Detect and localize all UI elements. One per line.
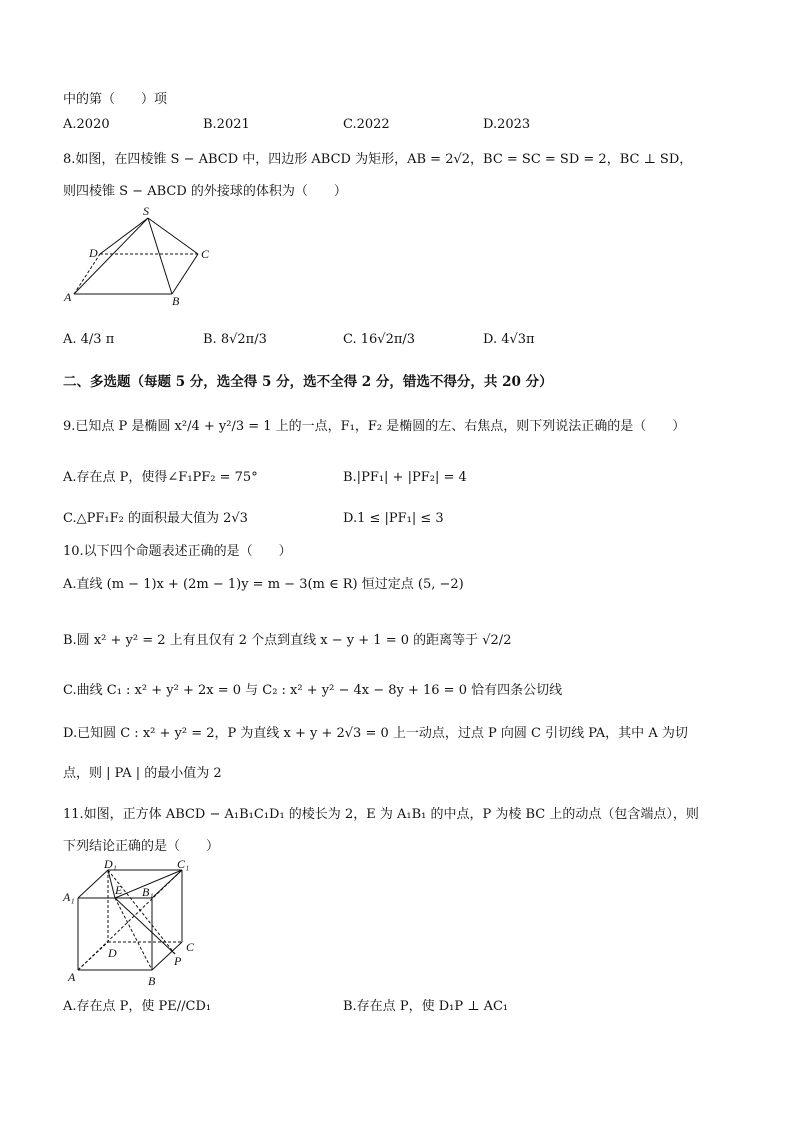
label-D: D: [108, 946, 117, 960]
q9-option-c: C.△PF₁F₂ 的面积最大值为 2√3: [63, 511, 248, 526]
label-A: A: [64, 290, 72, 304]
label-B: B: [148, 974, 156, 988]
q8-pyramid-figure: [62, 206, 222, 306]
q8-option-a: A. 4/3 π: [63, 332, 115, 347]
q10-option-c: C.曲线 C₁ : x² + y² + 2x = 0 与 C₂ : x² + y² − 4x − 8y + 16 = 0 恰有四条公切线: [63, 683, 563, 698]
label-C1: C₁: [177, 857, 190, 871]
q8-stem-line1: 8.如图，在四棱锥 S − ABCD 中，四边形 ABCD 为矩形，AB = 2√2，BC = SC = SD = 2，BC ⊥ SD，: [63, 152, 693, 167]
q10-option-b: B.圆 x² + y² = 2 上有且仅有 2 个点到直线 x − y + 1 = 0 的距离等于 √2/2: [63, 633, 512, 648]
section-2-title: 二、多选题（每题 5 分，选全得 5 分，选不全得 2 分，错选不得分，共 20 分）: [63, 374, 553, 390]
label-A1: A₁: [63, 890, 75, 904]
q7-option-c: C.2022: [343, 117, 390, 132]
q9-option-b: B.|PF₁| + |PF₂| = 4: [343, 470, 467, 485]
q8-option-c: C. 16√2π/3: [343, 332, 416, 347]
label-P: P: [174, 954, 182, 968]
label-D: D: [89, 246, 98, 260]
q8-option-d: D. 4√3π: [483, 332, 535, 347]
label-B1: B₁: [142, 885, 154, 899]
q10-option-d-line1: D.已知圆 C : x² + y² = 2，P 为直线 x + y + 2√3 = 0 上一动点，过点 P 向圆 C 引切线 PA，其中 A 为切: [63, 726, 688, 741]
label-D1: D₁: [104, 857, 117, 871]
label-A: A: [68, 970, 76, 984]
label-S: S: [143, 204, 149, 218]
q11-cube-figure: [62, 858, 202, 988]
q11-option-a: A.存在点 P，使 PE//CD₁: [63, 999, 212, 1014]
label-C: C: [201, 247, 210, 261]
q9-option-d: D.1 ≤ |PF₁| ≤ 3: [343, 511, 444, 526]
q10-option-d-line2: 点，则 | PA | 的最小值为 2: [63, 766, 222, 781]
q7-option-a: A.2020: [63, 117, 110, 132]
q7-option-b: B.2021: [203, 117, 250, 132]
q7-stem-end: 中的第（ ）项: [63, 92, 168, 107]
q11-stem-line2: 下列结论正确的是（ ）: [63, 839, 220, 854]
label-E: E: [115, 883, 123, 897]
q8-stem-line2: 则四棱锥 S − ABCD 的外接球的体积为（ ）: [63, 184, 347, 199]
q7-option-d: D.2023: [483, 117, 531, 132]
q11-stem-line1: 11.如图，正方体 ABCD − A₁B₁C₁D₁ 的棱长为 2，E 为 A₁B₁ 的中点，P 为棱 BC 上的动点（包含端点），则: [63, 807, 699, 822]
q8-option-b: B. 8√2π/3: [203, 332, 267, 347]
q9-stem: 9.已知点 P 是椭圆 x²/4 + y²/3 = 1 上的一点，F₁，F₂ 是椭圆的左、右焦点，则下列说法正确的是（ ）: [63, 419, 686, 434]
q9-option-a: A.存在点 P，使得∠F₁PF₂ = 75°: [63, 470, 258, 485]
label-C: C: [186, 940, 195, 954]
q11-option-b: B.存在点 P，使 D₁P ⊥ AC₁: [343, 999, 509, 1014]
label-B: B: [172, 294, 180, 308]
q10-option-a: A.直线 (m − 1)x + (2m − 1)y = m − 3(m ∈ R) 恒过定点 (5, −2): [63, 577, 464, 592]
q10-stem: 10.以下四个命题表述正确的是（ ）: [63, 544, 292, 559]
